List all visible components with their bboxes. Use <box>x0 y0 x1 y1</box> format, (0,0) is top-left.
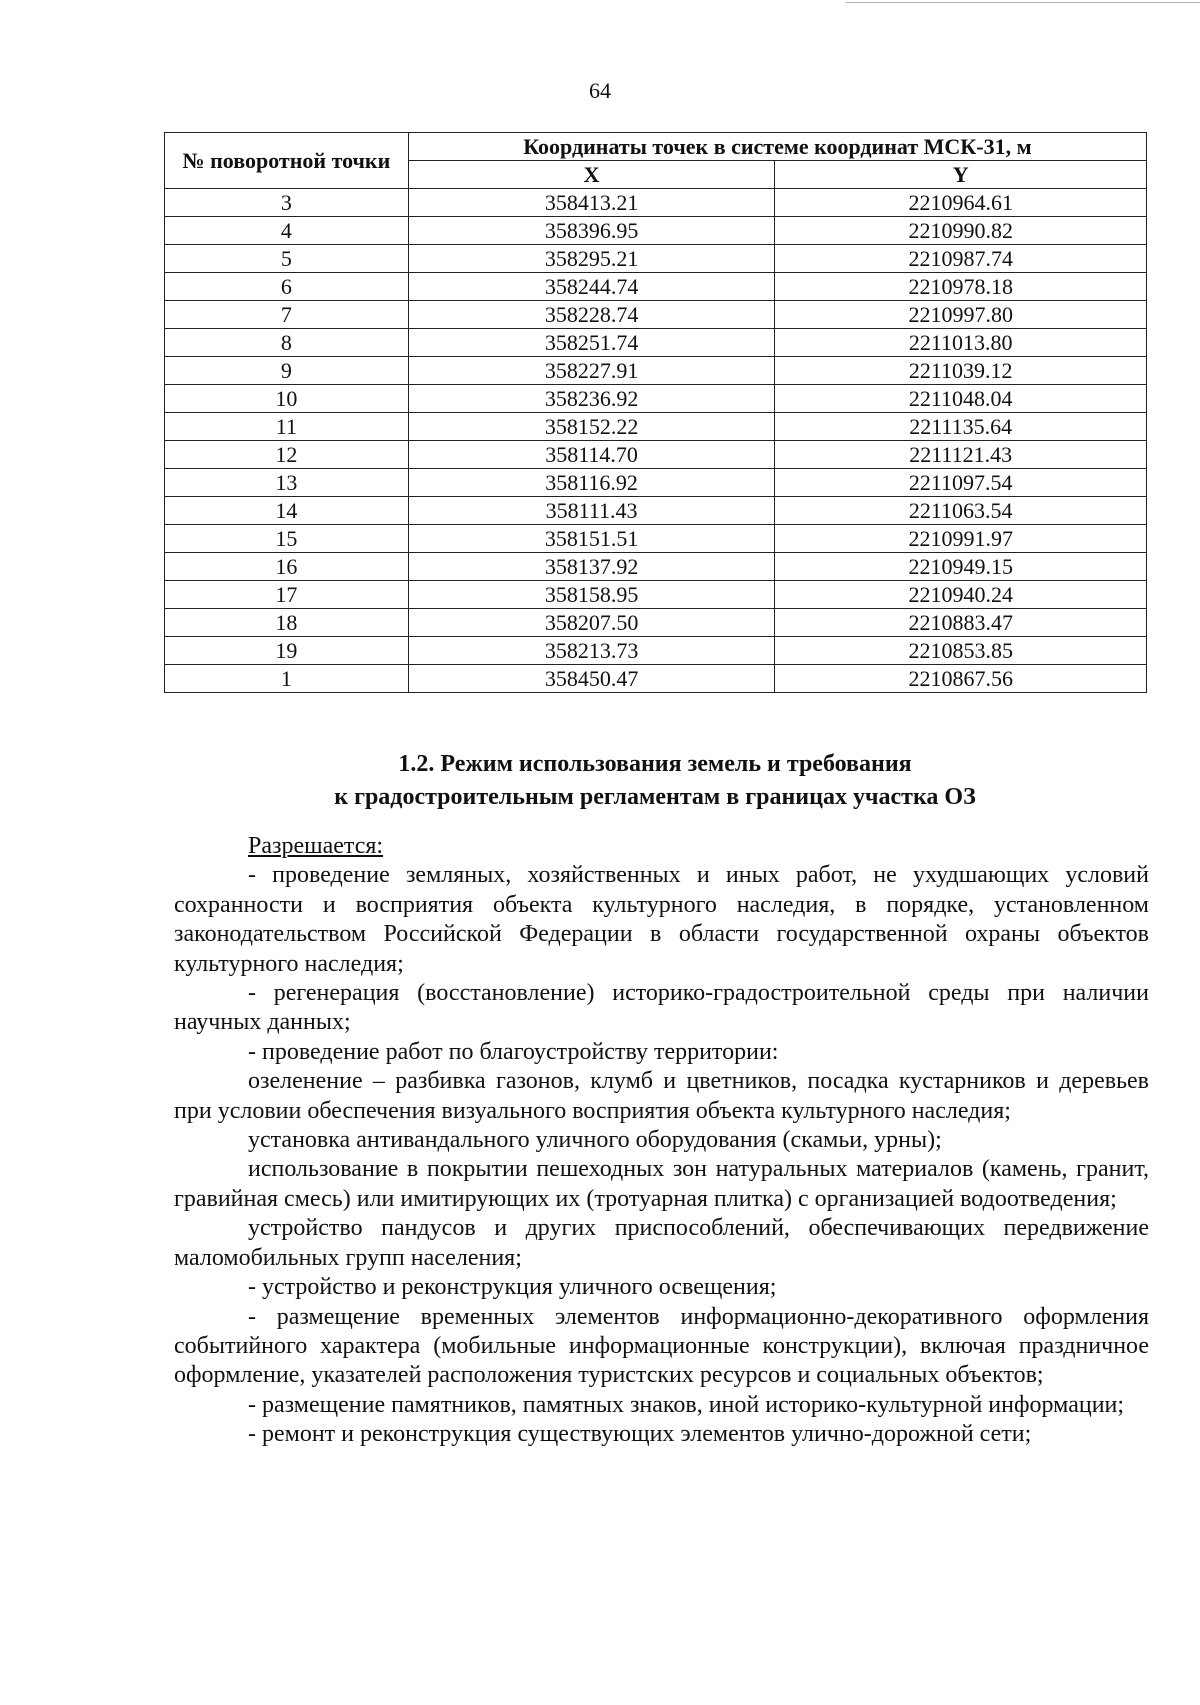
cell-x: 358295.21 <box>408 245 775 273</box>
cell-y: 2210991.97 <box>775 525 1147 553</box>
cell-point: 10 <box>165 385 409 413</box>
cell-y: 2211039.12 <box>775 357 1147 385</box>
cell-point: 16 <box>165 553 409 581</box>
table-row <box>165 357 1147 385</box>
cell-y: 2211048.04 <box>775 385 1147 413</box>
header-coordinates: Координаты точек в системе координат МСК-31, м <box>408 133 1146 161</box>
cell-y: 2211097.54 <box>775 469 1147 497</box>
cell-point: 7 <box>165 301 409 329</box>
paragraph: - устройство и реконструкция уличного освещения; <box>248 1274 777 1301</box>
cell-point: 18 <box>165 609 409 637</box>
cell-y: 2211063.54 <box>775 497 1147 525</box>
cell-x: 358236.92 <box>408 385 775 413</box>
table-row <box>165 189 1147 217</box>
cell-point: 3 <box>165 189 409 217</box>
cell-x: 358116.92 <box>408 469 775 497</box>
cell-y: 2211013.80 <box>775 329 1147 357</box>
section-heading-line-1: 1.2. Режим использования земель и требования <box>398 751 912 777</box>
table-row <box>165 385 1147 413</box>
table-row <box>165 217 1147 245</box>
cell-point: 6 <box>165 273 409 301</box>
cell-y: 2210940.24 <box>775 581 1147 609</box>
cell-x: 358111.43 <box>408 497 775 525</box>
cell-point: 4 <box>165 217 409 245</box>
table-row <box>165 273 1147 301</box>
table-row <box>165 469 1147 497</box>
cell-y: 2210883.47 <box>775 609 1147 637</box>
cell-x: 358207.50 <box>408 609 775 637</box>
cell-y: 2210964.61 <box>775 189 1147 217</box>
table-row <box>165 441 1147 469</box>
paragraph: использование в покрытии пешеходных зон натуральных материалов (камень, гранит, гравийная смесь) или имитирующих их (тротуарная плитка) с организацией водоотведения; <box>174 1156 1149 1212</box>
table-row <box>165 637 1147 665</box>
header-point-number: № поворотной точки <box>165 133 409 189</box>
paragraph: установка антивандального уличного оборудования (скамьи, урны); <box>248 1127 942 1154</box>
table-row <box>165 581 1147 609</box>
cell-point: 14 <box>165 497 409 525</box>
table-row <box>165 497 1147 525</box>
cell-point: 15 <box>165 525 409 553</box>
table-row <box>165 665 1147 693</box>
header-x: X <box>408 161 775 189</box>
section-heading-line-2: к градостроительным регламентам в границах участка ОЗ <box>334 784 976 810</box>
regulations-text <box>174 832 1149 1450</box>
cell-x: 358152.22 <box>408 413 775 441</box>
allowed-heading <box>174 832 1149 861</box>
paragraph: - ремонт и реконструкция существующих элементов улично-дорожной сети; <box>248 1421 1032 1448</box>
table-row <box>165 553 1147 581</box>
cell-x: 358151.51 <box>408 525 775 553</box>
cell-point: 1 <box>165 665 409 693</box>
header-y: Y <box>775 161 1147 189</box>
cell-point: 12 <box>165 441 409 469</box>
cell-x: 358450.47 <box>408 665 775 693</box>
cell-point: 17 <box>165 581 409 609</box>
paragraph: - регенерация (восстановление) историко-градостроительной среды при наличии научных данных; <box>174 980 1149 1036</box>
cell-x: 358396.95 <box>408 217 775 245</box>
table-row <box>165 329 1147 357</box>
cell-point: 19 <box>165 637 409 665</box>
cell-point: 13 <box>165 469 409 497</box>
coordinates-table <box>164 132 1147 693</box>
cell-point: 8 <box>165 329 409 357</box>
cell-x: 358213.73 <box>408 637 775 665</box>
cell-y: 2210949.15 <box>775 553 1147 581</box>
cell-y: 2210867.56 <box>775 665 1147 693</box>
table-row <box>165 245 1147 273</box>
paragraph: - проведение работ по благоустройству территории: <box>248 1038 779 1065</box>
cell-x: 358228.74 <box>408 301 775 329</box>
table-row <box>165 609 1147 637</box>
paragraph: - размещение временных элементов информационно-декоративного оформления событийного характера (мобильные информационные конструкции), включая праздничное оформление, указателей расположения туристских ресурсов и социальных объектов; <box>174 1303 1149 1389</box>
cell-y: 2210978.18 <box>775 273 1147 301</box>
cell-y: 2210853.85 <box>775 637 1147 665</box>
allowed-label: Разрешается: <box>248 833 384 859</box>
table-row <box>165 525 1147 553</box>
cell-point: 5 <box>165 245 409 273</box>
paragraph: - проведение земляных, хозяйственных и иных работ, не ухудшающих условий сохранности и восприятия объекта культурного наследия, в порядке, установленном законодательством Российской Федерации в области государственной охраны объектов культурного наследия; <box>174 862 1149 977</box>
top-edge-rule <box>845 2 1200 3</box>
cell-point: 9 <box>165 357 409 385</box>
cell-x: 358227.91 <box>408 357 775 385</box>
cell-x: 358137.92 <box>408 553 775 581</box>
cell-x: 358114.70 <box>408 441 775 469</box>
paragraph: устройство пандусов и других приспособлений, обеспечивающих передвижение маломобильных групп населения; <box>174 1215 1149 1271</box>
cell-y: 2210990.82 <box>775 217 1147 245</box>
coordinates-table-body <box>165 189 1147 693</box>
cell-x: 358251.74 <box>408 329 775 357</box>
cell-x: 358158.95 <box>408 581 775 609</box>
cell-x: 358413.21 <box>408 189 775 217</box>
page-number: 64 <box>589 78 611 103</box>
cell-y: 2211135.64 <box>775 413 1147 441</box>
cell-y: 2210987.74 <box>775 245 1147 273</box>
cell-x: 358244.74 <box>408 273 775 301</box>
cell-y: 2210997.80 <box>775 301 1147 329</box>
table-row <box>165 413 1147 441</box>
cell-y: 2211121.43 <box>775 441 1147 469</box>
cell-point: 11 <box>165 413 409 441</box>
table-row <box>165 301 1147 329</box>
paragraph: озеленение – разбивка газонов, клумб и цветников, посадка кустарников и деревьев при условии обеспечения визуального восприятия объекта культурного наследия; <box>174 1068 1149 1124</box>
paragraph: - размещение памятников, памятных знаков, иной историко-культурной информации; <box>248 1391 1125 1418</box>
section-heading <box>160 748 1150 814</box>
